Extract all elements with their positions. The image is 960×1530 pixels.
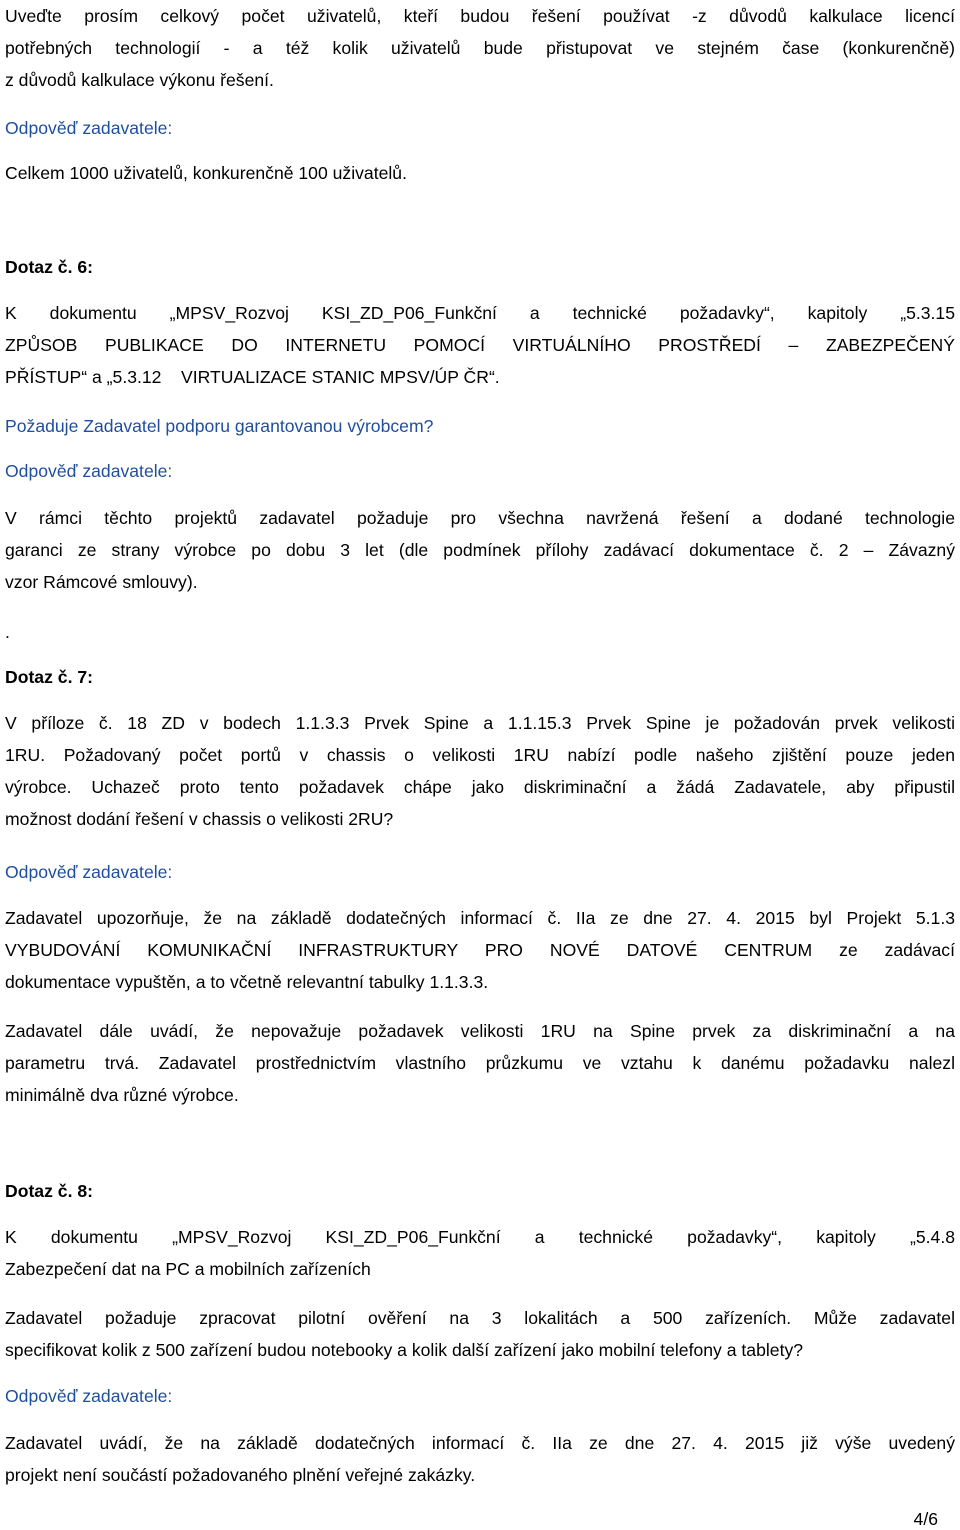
text-line: VYBUDOVÁNÍ KOMUNIKAČNÍ INFRASTRUKTURY PRO NOVÉ DATOVÉ CENTRUM ze zadávací <box>5 940 955 960</box>
text-line: K dokumentu „MPSV_Rozvoj KSI_ZD_P06_Funkční a technické požadavky“, kapitoly „5.4.8 <box>5 1227 955 1247</box>
answer-label: Odpověď zadavatele: <box>5 862 173 882</box>
text-line: Zadavatel uvádí, že na základě dodatečných informací č. IIa ze dne 27. 4. 2015 již výše uvedený <box>5 1433 955 1453</box>
text-line: projekt není součástí požadovaného plnění veřejné zakázky. <box>5 1465 476 1485</box>
answer-text <box>5 1015 955 1111</box>
text-line: Zadavatel upozorňuje, že na základě dodatečných informací č. IIa ze dne 27. 4. 2015 byl Projekt 5.1.3 <box>5 908 955 928</box>
text-line: z důvodů kalkulace výkonu řešení. <box>5 70 274 90</box>
text-line: dokumentace vypuštěn, a to včetně relevantní tabulky 1.1.3.3. <box>5 972 489 992</box>
question-heading: Dotaz č. 6: <box>5 257 93 277</box>
question-context <box>5 297 955 393</box>
text-line: minimálně dva různé výrobce. <box>5 1085 239 1105</box>
text-line: potřebných technologií - a též kolik uživatelů bude přistupovat ve stejném čase (konkurenčně) <box>5 38 955 58</box>
answer-text <box>5 902 955 998</box>
question-text: Požaduje Zadavatel podporu garantovanou výrobcem? <box>5 416 434 436</box>
separator-dot: . <box>5 622 10 642</box>
text-line: ZPŮSOB PUBLIKACE DO INTERNETU POMOCÍ VIRTUÁLNÍHO PROSTŘEDÍ – ZABEZPEČENÝ <box>5 335 955 355</box>
answer-text <box>5 502 955 598</box>
question-heading: Dotaz č. 7: <box>5 667 93 687</box>
page-number: 4/6 <box>913 1509 938 1529</box>
text-line: V rámci těchto projektů zadavatel požaduje pro všechna navržená řešení a dodané technologie <box>5 508 955 528</box>
text-line: Uveďte prosím celkový počet uživatelů, kteří budou řešení používat -z důvodů kalkulace licencí <box>5 6 955 26</box>
text-line: Zabezpečení dat na PC a mobilních zařízeních <box>5 1259 371 1279</box>
answer-text: Celkem 1000 uživatelů, konkurenčně 100 uživatelů. <box>5 163 407 183</box>
answer-label: Odpověď zadavatele: <box>5 1386 173 1406</box>
question-heading: Dotaz č. 8: <box>5 1181 93 1201</box>
question-text <box>5 1302 955 1366</box>
text-line: Zadavatel požaduje zpracovat pilotní ověření na 3 lokalitách a 500 zařízeních. Může zadavatel <box>5 1308 955 1328</box>
text-line: možnost dodání řešení v chassis o velikosti 2RU? <box>5 809 394 829</box>
question-text <box>5 707 955 835</box>
text-line: parametru trvá. Zadavatel prostřednictvím vlastního průzkumu ve vztahu k danému požadavku nalezl <box>5 1053 955 1073</box>
text-line: specifikovat kolik z 500 zařízení budou notebooky a kolik další zařízení jako mobilní telefony a tablety? <box>5 1340 804 1360</box>
text-line: výrobce. Uchazeč proto tento požadavek chápe jako diskriminační a žádá Zadavatele, aby připustil <box>5 777 955 797</box>
text-line: vzor Rámcové smlouvy). <box>5 572 198 592</box>
intro-question <box>5 0 955 96</box>
answer-text <box>5 1427 955 1491</box>
answer-label: Odpověď zadavatele: <box>5 461 173 481</box>
question-context <box>5 1221 955 1285</box>
answer-label: Odpověď zadavatele: <box>5 118 173 138</box>
text-line: 1RU. Požadovaný počet portů v chassis o velikosti 1RU nabízí podle našeho zjištění pouze jeden <box>5 745 955 765</box>
text-line: Zadavatel dále uvádí, že nepovažuje požadavek velikosti 1RU na Spine prvek za diskriminační a na <box>5 1021 955 1041</box>
text-line: garanci ze strany výrobce po dobu 3 let (dle podmínek přílohy zadávací dokumentace č. 2 – Závazný <box>5 540 955 560</box>
text-line: V příloze č. 18 ZD v bodech 1.1.3.3 Prvek Spine a 1.1.15.3 Prvek Spine je požadován prvek velikosti <box>5 713 955 733</box>
document-page <box>5 0 955 1529</box>
text-line: PŘÍSTUP“ a „5.3.12 VIRTUALIZACE STANIC MPSV/ÚP ČR“. <box>5 367 500 387</box>
text-line: K dokumentu „MPSV_Rozvoj KSI_ZD_P06_Funkční a technické požadavky“, kapitoly „5.3.15 <box>5 303 955 323</box>
